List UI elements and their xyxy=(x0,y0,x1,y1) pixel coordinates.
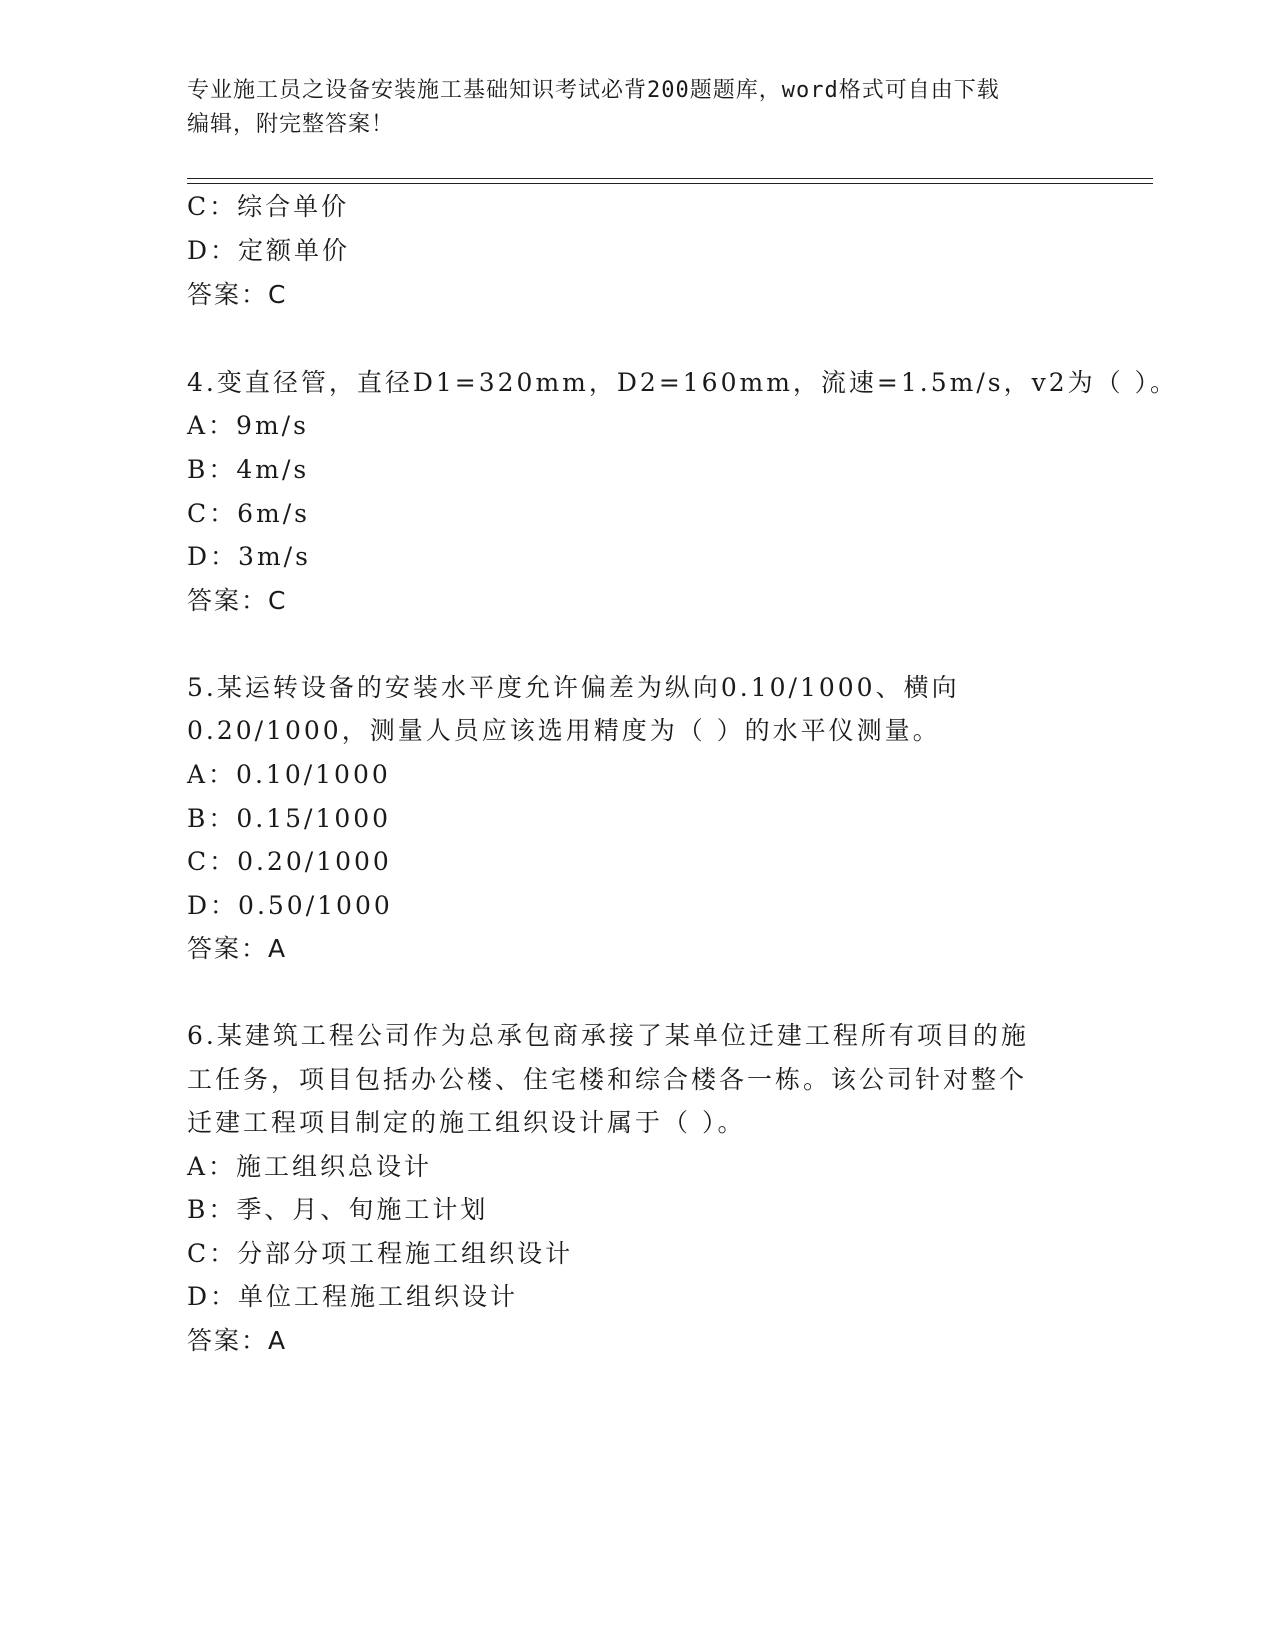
q5-answer: 答案：A xyxy=(187,934,288,963)
q5-option-a: A：0.10/1000 xyxy=(187,760,391,789)
question-4-text: 4.变直径管，直径D1=320mm，D2=160mm，流速=1.5m/s，v2为（ ）。 xyxy=(187,368,1179,397)
q6-option-a: A：施工组织总设计 xyxy=(187,1152,433,1181)
q4-answer: 答案：C xyxy=(187,586,288,615)
question-5-text-line-1: 5.某运转设备的安装水平度允许偏差为纵向0.10/1000、横向 xyxy=(187,673,960,702)
q5-option-b: B：0.15/1000 xyxy=(187,804,392,833)
q6-answer: 答案：A xyxy=(187,1326,288,1355)
option-d: D：定额单价 xyxy=(187,236,351,265)
header-title-line-1: 专业施工员之设备安装施工基础知识考试必背200题题库，word格式可自由下载 xyxy=(187,78,1000,103)
question-6-text-line-2: 工任务，项目包括办公楼、住宅楼和综合楼各一栋。该公司针对整个 xyxy=(187,1065,1028,1094)
option-c: C：综合单价 xyxy=(187,192,350,221)
header-title-line-2: 编辑，附完整答案！ xyxy=(187,112,395,137)
q4-option-d: D：3m/s xyxy=(187,542,311,571)
q6-option-d: D：单位工程施工组织设计 xyxy=(187,1282,519,1311)
q4-option-a: A：9m/s xyxy=(187,411,309,440)
q5-option-c: C：0.20/1000 xyxy=(187,847,392,876)
answer-line: 答案：C xyxy=(187,280,288,309)
question-6-text-line-1: 6.某建筑工程公司作为总承包商承接了某单位迁建工程所有项目的施 xyxy=(187,1021,1029,1050)
q6-option-c: C：分部分项工程施工组织设计 xyxy=(187,1239,574,1268)
document-header xyxy=(187,74,1067,142)
question-6-text-line-3: 迁建工程项目制定的施工组织设计属于（ ）。 xyxy=(187,1108,746,1137)
q6-option-b: B：季、月、旬施工计划 xyxy=(187,1195,489,1224)
q5-option-d: D：0.50/1000 xyxy=(187,891,393,920)
header-divider-top xyxy=(187,178,1153,179)
question-5-text-line-2: 0.20/1000，测量人员应该选用精度为（ ）的水平仪测量。 xyxy=(187,716,941,745)
q4-option-b: B：4m/s xyxy=(187,455,310,484)
header-divider-bottom xyxy=(187,183,1153,184)
q4-option-c: C：6m/s xyxy=(187,499,310,528)
